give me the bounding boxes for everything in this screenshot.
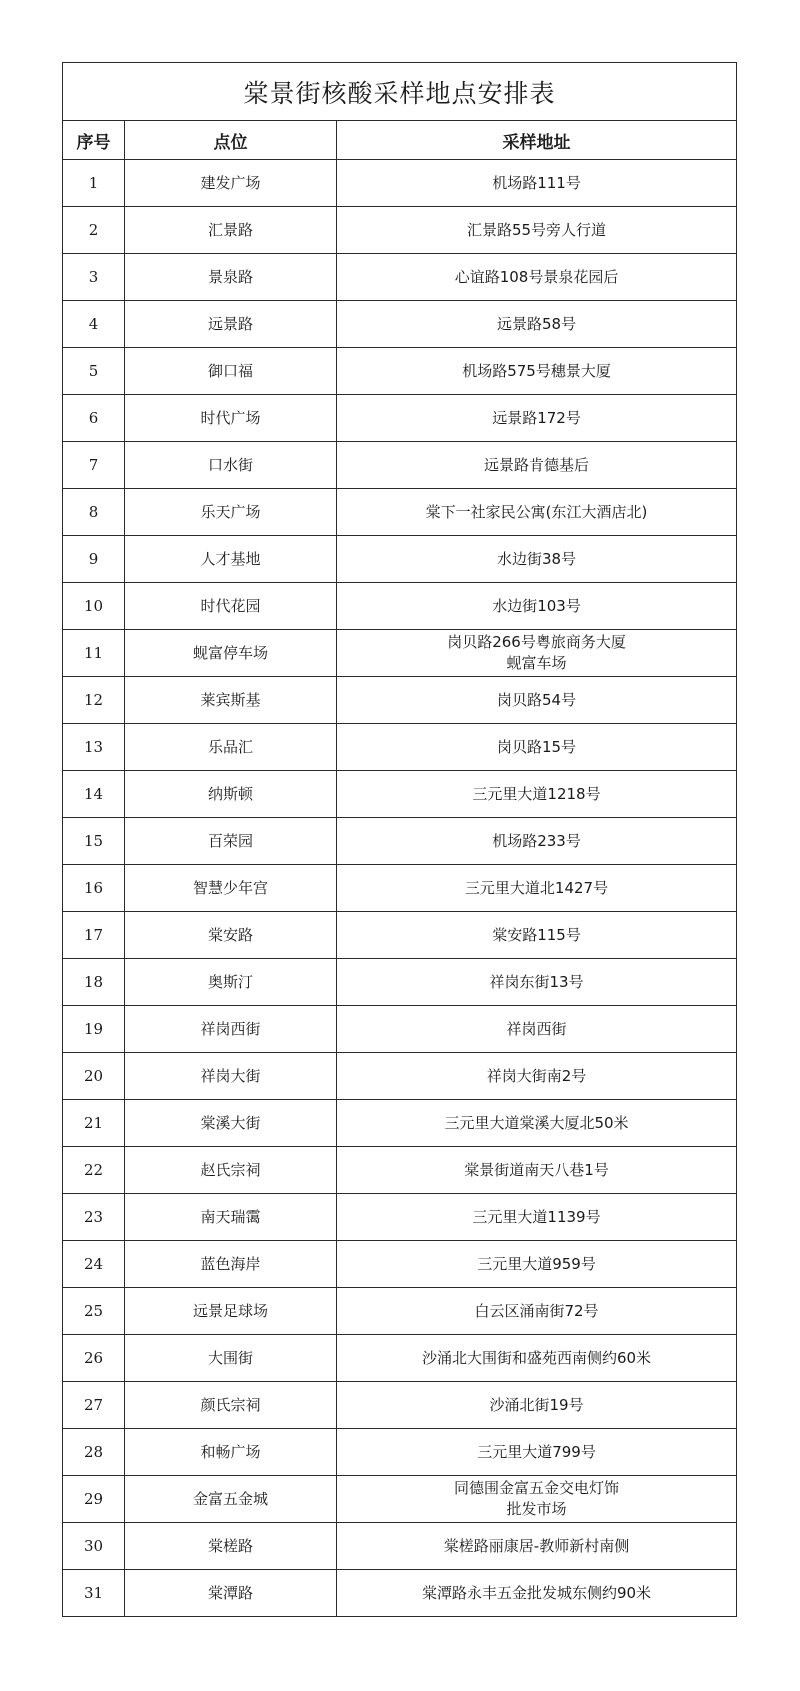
sampling-address-line: 沙涌北街19号 — [489, 1395, 584, 1414]
table-row — [63, 677, 737, 724]
sampling-address-line: 岗贝路15号 — [496, 737, 577, 756]
row-number: 18 — [63, 959, 125, 1006]
row-number: 22 — [63, 1147, 125, 1194]
sampling-address — [337, 1335, 737, 1382]
sampling-address — [337, 1147, 737, 1194]
sampling-site-name: 景泉路 — [125, 254, 337, 301]
column-header-site: 点位 — [125, 121, 337, 160]
sampling-address-line: 三元里大道北1427号 — [464, 878, 609, 897]
table-row — [63, 1100, 737, 1147]
sampling-address — [337, 583, 737, 630]
sampling-site-name: 颜氏宗祠 — [125, 1382, 337, 1429]
sampling-address-line: 三元里大道1218号 — [472, 784, 601, 803]
sampling-site-name: 乐品汇 — [125, 724, 337, 771]
sampling-address — [337, 254, 737, 301]
sampling-address-line: 沙涌北大围街和盛苑西南侧约60米 — [421, 1348, 652, 1367]
row-number: 9 — [63, 536, 125, 583]
row-number: 10 — [63, 583, 125, 630]
sampling-address — [337, 1570, 737, 1617]
table-row — [63, 1194, 737, 1241]
table-row — [63, 348, 737, 395]
sampling-address — [337, 1288, 737, 1335]
sampling-site-name: 乐天广场 — [125, 489, 337, 536]
sampling-site-name: 建发广场 — [125, 160, 337, 207]
row-number: 28 — [63, 1429, 125, 1476]
sampling-address-line: 远景路58号 — [496, 314, 577, 333]
row-number: 8 — [63, 489, 125, 536]
table-row — [63, 630, 737, 677]
sampling-address — [337, 1382, 737, 1429]
row-number: 15 — [63, 818, 125, 865]
sampling-site-name: 远景足球场 — [125, 1288, 337, 1335]
table-row — [63, 254, 737, 301]
table-row — [63, 1006, 737, 1053]
sampling-address-line: 棠景街道南天八巷1号 — [464, 1160, 609, 1179]
row-number: 26 — [63, 1335, 125, 1382]
row-number: 31 — [63, 1570, 125, 1617]
sampling-address-line: 蚬富车场 — [506, 654, 567, 672]
sampling-site-name: 时代广场 — [125, 395, 337, 442]
sampling-address — [337, 536, 737, 583]
sampling-site-name: 百荣园 — [125, 818, 337, 865]
sampling-address — [337, 301, 737, 348]
table-row — [63, 583, 737, 630]
sampling-site-name: 汇景路 — [125, 207, 337, 254]
table-row — [63, 160, 737, 207]
sampling-address — [337, 1241, 737, 1288]
sampling-address — [337, 1476, 737, 1523]
sampling-site-name: 时代花园 — [125, 583, 337, 630]
sampling-address — [337, 771, 737, 818]
row-number: 19 — [63, 1006, 125, 1053]
sampling-address-line: 岗贝路54号 — [496, 690, 577, 709]
sampling-site-name: 纳斯顿 — [125, 771, 337, 818]
sampling-address — [337, 959, 737, 1006]
table-row — [63, 1476, 737, 1523]
sampling-address-line: 机场路233号 — [492, 831, 581, 850]
table-row — [63, 1523, 737, 1570]
sampling-site-name: 棠溪大街 — [125, 1100, 337, 1147]
sampling-address-line: 白云区涌南街72号 — [474, 1301, 599, 1320]
sampling-address-line: 祥岗西街 — [506, 1019, 567, 1038]
table-row — [63, 1335, 737, 1382]
sampling-address-line: 水边街103号 — [492, 596, 581, 615]
sampling-address — [337, 1053, 737, 1100]
sampling-address — [337, 818, 737, 865]
sampling-address — [337, 724, 737, 771]
sampling-address-line: 水边街38号 — [496, 549, 577, 568]
sampling-address — [337, 677, 737, 724]
sampling-address-line: 远景路肯德基后 — [484, 455, 590, 474]
sampling-address — [337, 912, 737, 959]
sampling-address-line: 棠下一社家民公寓(东江大酒店北) — [425, 502, 648, 521]
sampling-site-name: 祥岗西街 — [125, 1006, 337, 1053]
sampling-address — [337, 1429, 737, 1476]
sampling-address — [337, 160, 737, 207]
column-header-address: 采样地址 — [337, 121, 737, 160]
row-number: 11 — [63, 630, 125, 677]
sampling-address — [337, 1523, 737, 1570]
row-number: 30 — [63, 1523, 125, 1570]
table-row — [63, 1053, 737, 1100]
row-number: 16 — [63, 865, 125, 912]
row-number: 12 — [63, 677, 125, 724]
sampling-site-name: 赵氏宗祠 — [125, 1147, 337, 1194]
row-number: 7 — [63, 442, 125, 489]
sampling-site-name: 智慧少年宫 — [125, 865, 337, 912]
sampling-site-name: 御口福 — [125, 348, 337, 395]
table-row — [63, 1288, 737, 1335]
sampling-address — [337, 489, 737, 536]
sampling-address-line: 棠潭路永丰五金批发城东侧约90米 — [421, 1583, 652, 1602]
sampling-site-name: 棠槎路 — [125, 1523, 337, 1570]
row-number: 17 — [63, 912, 125, 959]
row-number: 23 — [63, 1194, 125, 1241]
sampling-address — [337, 865, 737, 912]
sampling-address-line: 三元里大道棠溪大厦北50米 — [444, 1113, 629, 1132]
sampling-site-name: 人才基地 — [125, 536, 337, 583]
sampling-site-name: 大围街 — [125, 1335, 337, 1382]
sampling-address-line: 三元里大道959号 — [477, 1254, 596, 1273]
table-row — [63, 865, 737, 912]
row-number: 2 — [63, 207, 125, 254]
row-number: 24 — [63, 1241, 125, 1288]
table-row — [63, 1241, 737, 1288]
sampling-address — [337, 395, 737, 442]
sampling-address-line: 岗贝路266号粤旅商务大厦 — [447, 633, 626, 651]
row-number: 13 — [63, 724, 125, 771]
sampling-sites-table — [62, 62, 737, 1617]
table-row — [63, 536, 737, 583]
sampling-site-name: 金富五金城 — [125, 1476, 337, 1523]
sampling-address-line: 三元里大道1139号 — [472, 1207, 601, 1226]
sampling-address — [337, 1100, 737, 1147]
sampling-address — [337, 348, 737, 395]
row-number: 14 — [63, 771, 125, 818]
sampling-site-name: 口水街 — [125, 442, 337, 489]
sampling-address-line: 远景路172号 — [492, 408, 581, 427]
sampling-schedule-sheet — [62, 62, 736, 1617]
sampling-address-line: 棠槎路丽康居-教师新村南侧 — [443, 1536, 630, 1555]
table-row — [63, 442, 737, 489]
table-row — [63, 489, 737, 536]
sampling-address — [337, 1006, 737, 1053]
sampling-site-name: 和畅广场 — [125, 1429, 337, 1476]
table-row — [63, 818, 737, 865]
sampling-site-name: 棠安路 — [125, 912, 337, 959]
row-number: 27 — [63, 1382, 125, 1429]
sampling-address-line: 祥岗东街13号 — [489, 972, 584, 991]
sampling-address-line: 棠安路115号 — [492, 925, 581, 944]
sampling-address-line: 祥岗大街南2号 — [486, 1066, 587, 1085]
row-number: 6 — [63, 395, 125, 442]
row-number: 29 — [63, 1476, 125, 1523]
sampling-address — [337, 630, 737, 677]
row-number: 20 — [63, 1053, 125, 1100]
table-row — [63, 1570, 737, 1617]
sampling-site-name: 祥岗大街 — [125, 1053, 337, 1100]
sampling-site-name: 远景路 — [125, 301, 337, 348]
row-number: 5 — [63, 348, 125, 395]
sampling-address — [337, 207, 737, 254]
row-number: 21 — [63, 1100, 125, 1147]
table-row — [63, 1429, 737, 1476]
sampling-address-line: 汇景路55号旁人行道 — [466, 220, 607, 239]
table-row — [63, 959, 737, 1006]
row-number: 1 — [63, 160, 125, 207]
sampling-site-name: 蓝色海岸 — [125, 1241, 337, 1288]
table-row — [63, 301, 737, 348]
table-header-row — [63, 121, 737, 160]
table-body — [63, 160, 737, 1617]
row-number: 4 — [63, 301, 125, 348]
sampling-address-line: 三元里大道799号 — [477, 1442, 596, 1461]
sampling-site-name: 奥斯汀 — [125, 959, 337, 1006]
row-number: 25 — [63, 1288, 125, 1335]
table-row — [63, 724, 737, 771]
table-title: 棠景街核酸采样地点安排表 — [63, 63, 737, 121]
table-row — [63, 395, 737, 442]
sampling-address-line: 机场路111号 — [492, 173, 581, 192]
column-header-number: 序号 — [63, 121, 125, 160]
sampling-address — [337, 1194, 737, 1241]
sampling-address-line: 同德围金富五金交电灯饰 — [454, 1479, 620, 1497]
table-row — [63, 771, 737, 818]
sampling-address-line: 批发市场 — [506, 1500, 567, 1518]
table-row — [63, 207, 737, 254]
sampling-site-name: 南天瑞霭 — [125, 1194, 337, 1241]
sampling-site-name: 棠潭路 — [125, 1570, 337, 1617]
sampling-address-line: 心谊路108号景泉花园后 — [454, 267, 619, 286]
table-row — [63, 1382, 737, 1429]
table-row — [63, 912, 737, 959]
sampling-site-name: 蚬富停车场 — [125, 630, 337, 677]
sampling-address — [337, 442, 737, 489]
row-number: 3 — [63, 254, 125, 301]
sampling-site-name: 莱宾斯基 — [125, 677, 337, 724]
table-row — [63, 1147, 737, 1194]
sampling-address-line: 机场路575号穗景大厦 — [462, 361, 611, 380]
